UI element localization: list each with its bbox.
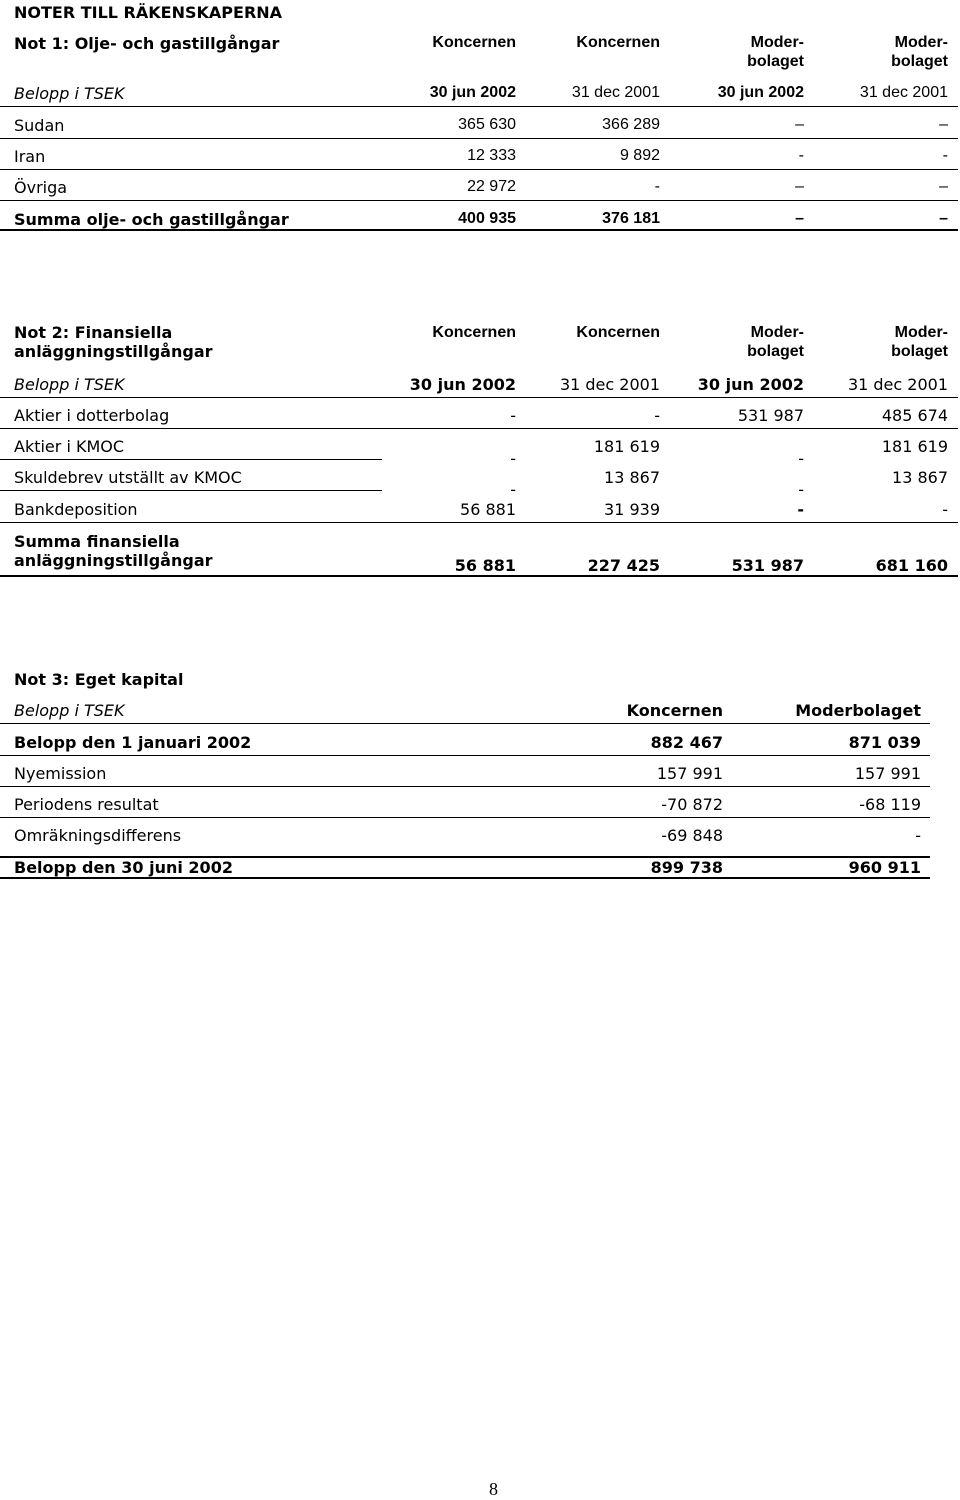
note2-cell: -	[798, 449, 804, 468]
note1-cell: –	[795, 116, 804, 133]
note3-cell: 157 991	[656, 764, 723, 783]
note1-total-label: Summa olje- och gastillgångar	[14, 210, 289, 229]
note3-title: Not 3: Eget kapital	[14, 670, 184, 689]
note2-row-label: Aktier i KMOC	[14, 437, 125, 456]
note2-rule	[0, 490, 382, 491]
note1-col-head-3: Moder- bolaget	[747, 34, 804, 70]
note3-rule-total	[0, 877, 930, 879]
note3-col-head-1: Koncernen	[626, 701, 723, 720]
note3-cell: -	[915, 826, 921, 845]
note3-cell: 157 991	[854, 764, 921, 783]
note2-cell: 13 867	[604, 468, 660, 487]
note2-rule-total	[0, 575, 958, 577]
note3-row-label: Nyemission	[14, 764, 107, 783]
note3-closing-label: Belopp den 30 juni 2002	[14, 858, 233, 877]
note1-rule-total	[0, 229, 958, 231]
note1-date-1: 30 jun 2002	[429, 84, 516, 101]
note1-cell: 9 892	[619, 147, 660, 164]
note1-col-head-4: Moder- bolaget	[891, 34, 948, 70]
note2-cell: 181 619	[593, 437, 660, 456]
note1-date-3: 30 jun 2002	[717, 84, 804, 101]
note2-cell: -	[510, 406, 516, 425]
note2-cell: -	[797, 500, 804, 519]
note1-rule	[0, 200, 958, 201]
note1-col-head-2: Koncernen	[576, 34, 660, 51]
note2-cell: 531 987	[737, 406, 804, 425]
note1-cell: –	[939, 178, 948, 195]
note1-cell: -	[798, 147, 804, 164]
note2-cell: 56 881	[460, 500, 516, 519]
note2-cell: -	[798, 480, 804, 499]
note2-cell: 13 867	[892, 468, 948, 487]
note1-rule	[0, 138, 958, 139]
note2-date-3: 30 jun 2002	[697, 375, 804, 394]
note2-total-cell: 56 881	[454, 556, 516, 575]
note3-cell: -69 848	[661, 826, 723, 845]
note1-cell: 12 333	[467, 147, 516, 164]
document-title: NOTER TILL RÄKENSKAPERNA	[14, 3, 283, 22]
note2-date-1: 30 jun 2002	[409, 375, 516, 394]
note3-rule	[0, 786, 930, 787]
note2-total-cell: 531 987	[731, 556, 804, 575]
note3-row-label: Omräkningsdifferens	[14, 826, 182, 845]
note1-col-head-1: Koncernen	[432, 34, 516, 51]
note2-total-label: Summa finansiella anläggningstillgångar	[14, 532, 213, 570]
note2-rule	[0, 428, 958, 429]
note1-total-cell: –	[939, 210, 948, 227]
note2-cell: -	[654, 406, 660, 425]
note3-rule	[0, 755, 930, 756]
note1-row-label: Sudan	[14, 116, 65, 135]
note1-total-cell: –	[795, 210, 804, 227]
note1-cell: 22 972	[467, 178, 516, 195]
note3-col-head-2: Moderbolaget	[795, 701, 921, 720]
note2-cell: 31 939	[604, 500, 660, 519]
note2-cell: -	[510, 449, 516, 468]
note2-rule-header	[0, 397, 958, 398]
note2-date-4: 31 dec 2001	[847, 375, 948, 394]
note1-date-2: 31 dec 2001	[571, 84, 660, 101]
note3-opening-label: Belopp den 1 januari 2002	[14, 733, 252, 752]
note3-row-label: Periodens resultat	[14, 795, 159, 814]
note1-rule	[0, 169, 958, 170]
note3-opening-cell: 871 039	[848, 733, 921, 752]
note2-col-head-1: Koncernen	[432, 324, 516, 341]
note1-cell: -	[654, 178, 660, 195]
note1-rule-header	[0, 106, 958, 107]
note1-total-cell: 400 935	[458, 210, 516, 227]
note2-cell: 485 674	[881, 406, 948, 425]
note2-col-head-4: Moder- bolaget	[891, 324, 948, 360]
note3-closing-cell: 899 738	[650, 858, 723, 877]
note2-total-cell: 227 425	[587, 556, 660, 575]
note1-row-label: Iran	[14, 147, 46, 166]
note3-rule-header	[0, 723, 930, 724]
note3-closing-cell: 960 911	[848, 858, 921, 877]
note2-rule	[0, 459, 382, 460]
note2-col-head-2: Koncernen	[576, 324, 660, 341]
note2-cell: -	[510, 480, 516, 499]
note2-row-label: Skuldebrev utställt av KMOC	[14, 468, 242, 487]
note2-total-cell: 681 160	[875, 556, 948, 575]
note1-cell: 365 630	[458, 116, 516, 133]
note1-date-4: 31 dec 2001	[859, 84, 948, 101]
note2-cell: -	[942, 500, 948, 519]
note2-row-label: Aktier i dotterbolag	[14, 406, 170, 425]
page-number: 8	[489, 1479, 498, 1499]
note1-cell: –	[939, 116, 948, 133]
note2-rule	[0, 522, 958, 523]
note3-opening-cell: 882 467	[650, 733, 723, 752]
note3-unit-label: Belopp i TSEK	[14, 701, 125, 720]
note3-cell: -68 119	[859, 795, 921, 814]
note2-cell: 181 619	[881, 437, 948, 456]
note1-unit-label: Belopp i TSEK	[14, 84, 125, 103]
note1-cell: –	[795, 178, 804, 195]
note1-title: Not 1: Olje- och gastillgångar	[14, 34, 280, 53]
note2-col-head-3: Moder- bolaget	[747, 324, 804, 360]
note2-row-label: Bankdeposition	[14, 500, 138, 519]
note3-rule	[0, 817, 930, 818]
note1-total-cell: 376 181	[602, 210, 660, 227]
note2-title: Not 2: Finansiella anläggningstillgångar	[14, 323, 213, 361]
note1-cell: 366 289	[602, 116, 660, 133]
note2-unit-label: Belopp i TSEK	[14, 375, 125, 394]
note3-cell: -70 872	[661, 795, 723, 814]
note1-row-label: Övriga	[14, 178, 68, 197]
note2-date-2: 31 dec 2001	[559, 375, 660, 394]
note1-cell: -	[942, 147, 948, 164]
